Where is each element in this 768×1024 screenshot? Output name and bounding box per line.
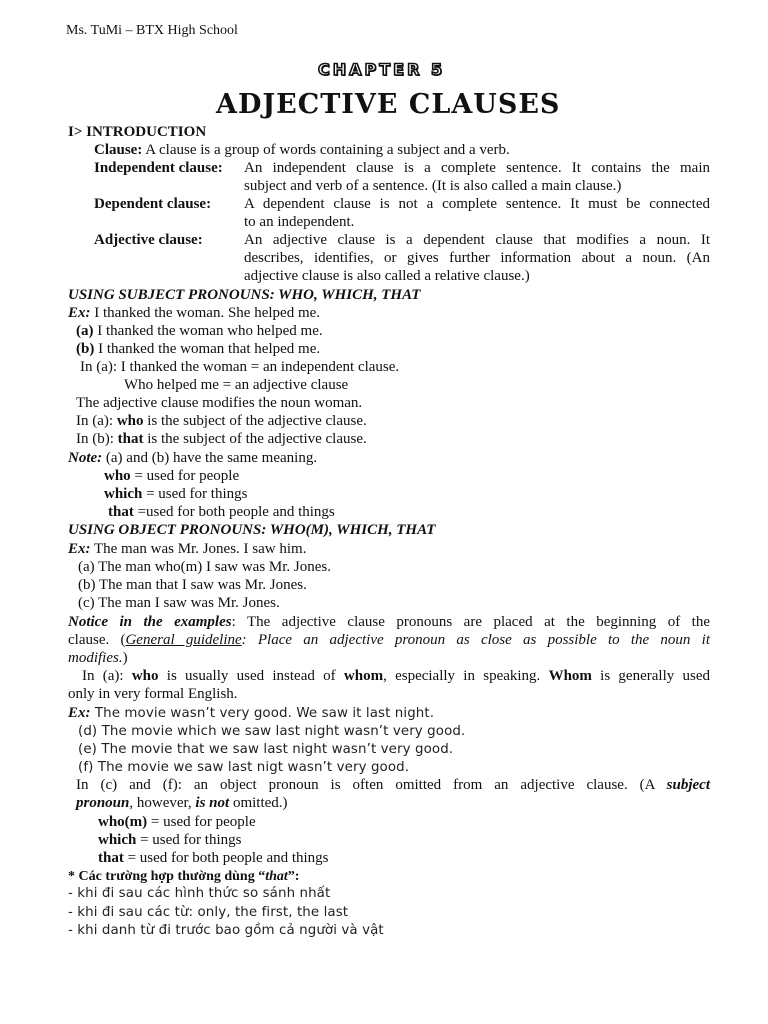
dependent-line-1: A dependent clause is not a complete sentence. It must be connected [244,196,710,212]
usage-that-text: =used for both people and things [133,504,335,520]
usage-that-word: that [98,850,124,866]
omitted-line-2 [76,794,288,812]
heading-pre: * Các trường hợp thường dùng “ [68,869,266,884]
usage-that-text: = used for both people and things [123,850,329,866]
modifies-line [68,649,128,667]
usage-whom-text: = used for people [147,814,256,830]
movie-example-f [78,758,409,777]
adjective-label: Adjective clause: [94,232,203,248]
in-a-post: is the subject of the adjective clause. [143,413,367,429]
page-title: ADJECTIVE CLAUSES [216,89,561,120]
in-b-pre: In (b): [76,431,118,447]
dependent-line-2: to an independent. [244,214,355,230]
adjective-line-2: describes, identifies, or gives further information about a noun. (An [244,250,710,266]
object-example-a: (a) The man who(m) I saw was Mr. Jones. [78,559,332,575]
usage-which-word: which [98,832,137,848]
in-a-pre: In (a): [82,668,132,684]
adjective-line-3: adjective clause is also called a relative clause.) [244,268,530,284]
usage-which-word: which [104,486,143,502]
word-whom: whom [343,668,384,684]
ex-label: Ex: [68,305,91,321]
ex-text: I thanked the woman. She helped me. [90,305,321,321]
that-case-item: - khi danh từ đi trước bao gồm cả người và vật [68,923,384,938]
subject-section-heading: USING SUBJECT PRONOUNS: WHO, WHICH, THAT [68,287,421,303]
usage-which-text: = used for things [142,486,248,502]
usage-which [104,485,247,503]
modifies-close: ) [122,650,128,666]
label-b: (b) [76,341,95,357]
omitted-line [76,776,710,794]
whom-usage-line [82,667,710,685]
clause-text: A clause is a group of words containing a subject and a verb. [142,142,510,158]
that-case-item: - khi đi sau các từ: only, the first, the last [68,905,349,920]
isnot-word: is not [195,795,230,811]
page-header: Ms. TuMi – BTX High School [66,23,238,38]
movie-d-text: (d) The movie which we saw last night wasn’t very good. [78,724,466,739]
word-who: who [116,413,144,429]
ex-text: The man was Mr. Jones. I saw him. [90,541,307,557]
object-usage-which [98,831,241,849]
pronoun-word: pronoun [76,795,130,811]
explain-in-a: In (a): I thanked the woman = an independent clause. [80,359,400,375]
object-example-b: (b) The man that I saw was Mr. Jones. [78,577,307,593]
word-who: who [131,668,159,684]
object-section-heading: USING OBJECT PRONOUNS: WHO(M), WHICH, THAT [68,522,436,538]
subject-example-b [76,340,320,358]
adjective-line-1: An adjective clause is a dependent clause that modifies a noun. It [244,232,710,248]
object-usage-that [98,849,329,867]
usage-who [104,467,239,485]
explain-who-helped: Who helped me = an adjective clause [124,377,349,393]
chapter-label: CHAPTER 5 [318,60,446,79]
in-b-post: is the subject of the adjective clause. [143,431,367,447]
usage-that-word: that [108,504,134,520]
movie-f-text: (f) The movie we saw last nigt wasn’t very good. [78,760,410,775]
guideline-label: General guideline [125,632,242,648]
usage-who-text: = used for people [130,468,240,484]
usage-who-word: who [104,468,131,484]
cf-text: In (c) and (f): an object pronoun is often omitted from an adjective clause. (A [76,777,667,793]
in-a-mid: is usually used instead of [158,668,344,684]
independent-line-1: An independent clause is a complete sentence. It contains the main [244,160,710,176]
note-text: (a) and (b) have the same meaning. [102,450,318,466]
ex2-text: The movie wasn’t very good. We saw it last night. [90,706,435,721]
subject-word: subject [666,777,710,793]
that-cases-heading [68,867,299,886]
note-label: Note: [68,450,103,466]
notice-line [68,613,710,631]
heading-post: ”: [287,869,300,884]
text-b: I thanked the woman that helped me. [94,341,321,357]
label-a: (a) [76,323,94,339]
clause-definition [94,141,510,159]
movie-example-d [78,722,465,741]
subject-example [68,304,320,322]
however-text: , however, [129,795,196,811]
usage-that [108,503,335,521]
notice-text: : The adjective clause pronouns are placed at the beginning of the [231,614,711,630]
dependent-label: Dependent clause: [94,196,212,212]
movie-e-text: (e) The movie that we saw last night wasn’t very good. [78,742,454,757]
ex2-label: Ex: [68,705,91,721]
ex-label: Ex: [68,541,91,557]
object-example [68,540,306,558]
explain-modifies: The adjective clause modifies the noun woman. [76,395,363,411]
subject-example-a [76,322,323,340]
in-a-pre: In (a): [76,413,117,429]
in-a-post: is generally used [591,668,710,684]
movie-example [68,704,434,723]
in-a-mid2: , especially in speaking. [383,668,549,684]
usage-whom-word: who(m) [98,814,148,830]
guideline-line [68,631,710,649]
explain-who-subject [76,412,367,430]
heading-word: that [265,869,288,884]
word-whom-cap: Whom [548,668,592,684]
object-example-c: (c) The man I saw was Mr. Jones. [78,595,280,611]
intro-heading: I> INTRODUCTION [68,124,207,140]
clause-label: Clause: [94,142,143,158]
independent-label: Independent clause: [94,160,223,176]
explain-that-subject [76,430,367,448]
notice-label: Notice in the examples [68,614,232,630]
that-case-item: - khi đi sau các hình thức so sánh nhất [68,886,331,901]
movie-example-e [78,740,453,759]
omitted-text: omitted.) [229,795,288,811]
word-that: that [117,431,144,447]
text-a: I thanked the woman who helped me. [93,323,323,339]
independent-line-2: subject and verb of a sentence. (It is also called a main clause.) [244,178,622,194]
modifies-word: modifies. [68,650,123,666]
usage-which-text: = used for things [136,832,242,848]
clause-pre: clause. ( [68,632,126,648]
formal-line: only in very formal English. [68,686,238,702]
object-usage-whom [98,813,256,831]
note-line [68,449,317,467]
guideline-text: : Place an adjective pronoun as close as possible to the noun it [241,632,710,648]
